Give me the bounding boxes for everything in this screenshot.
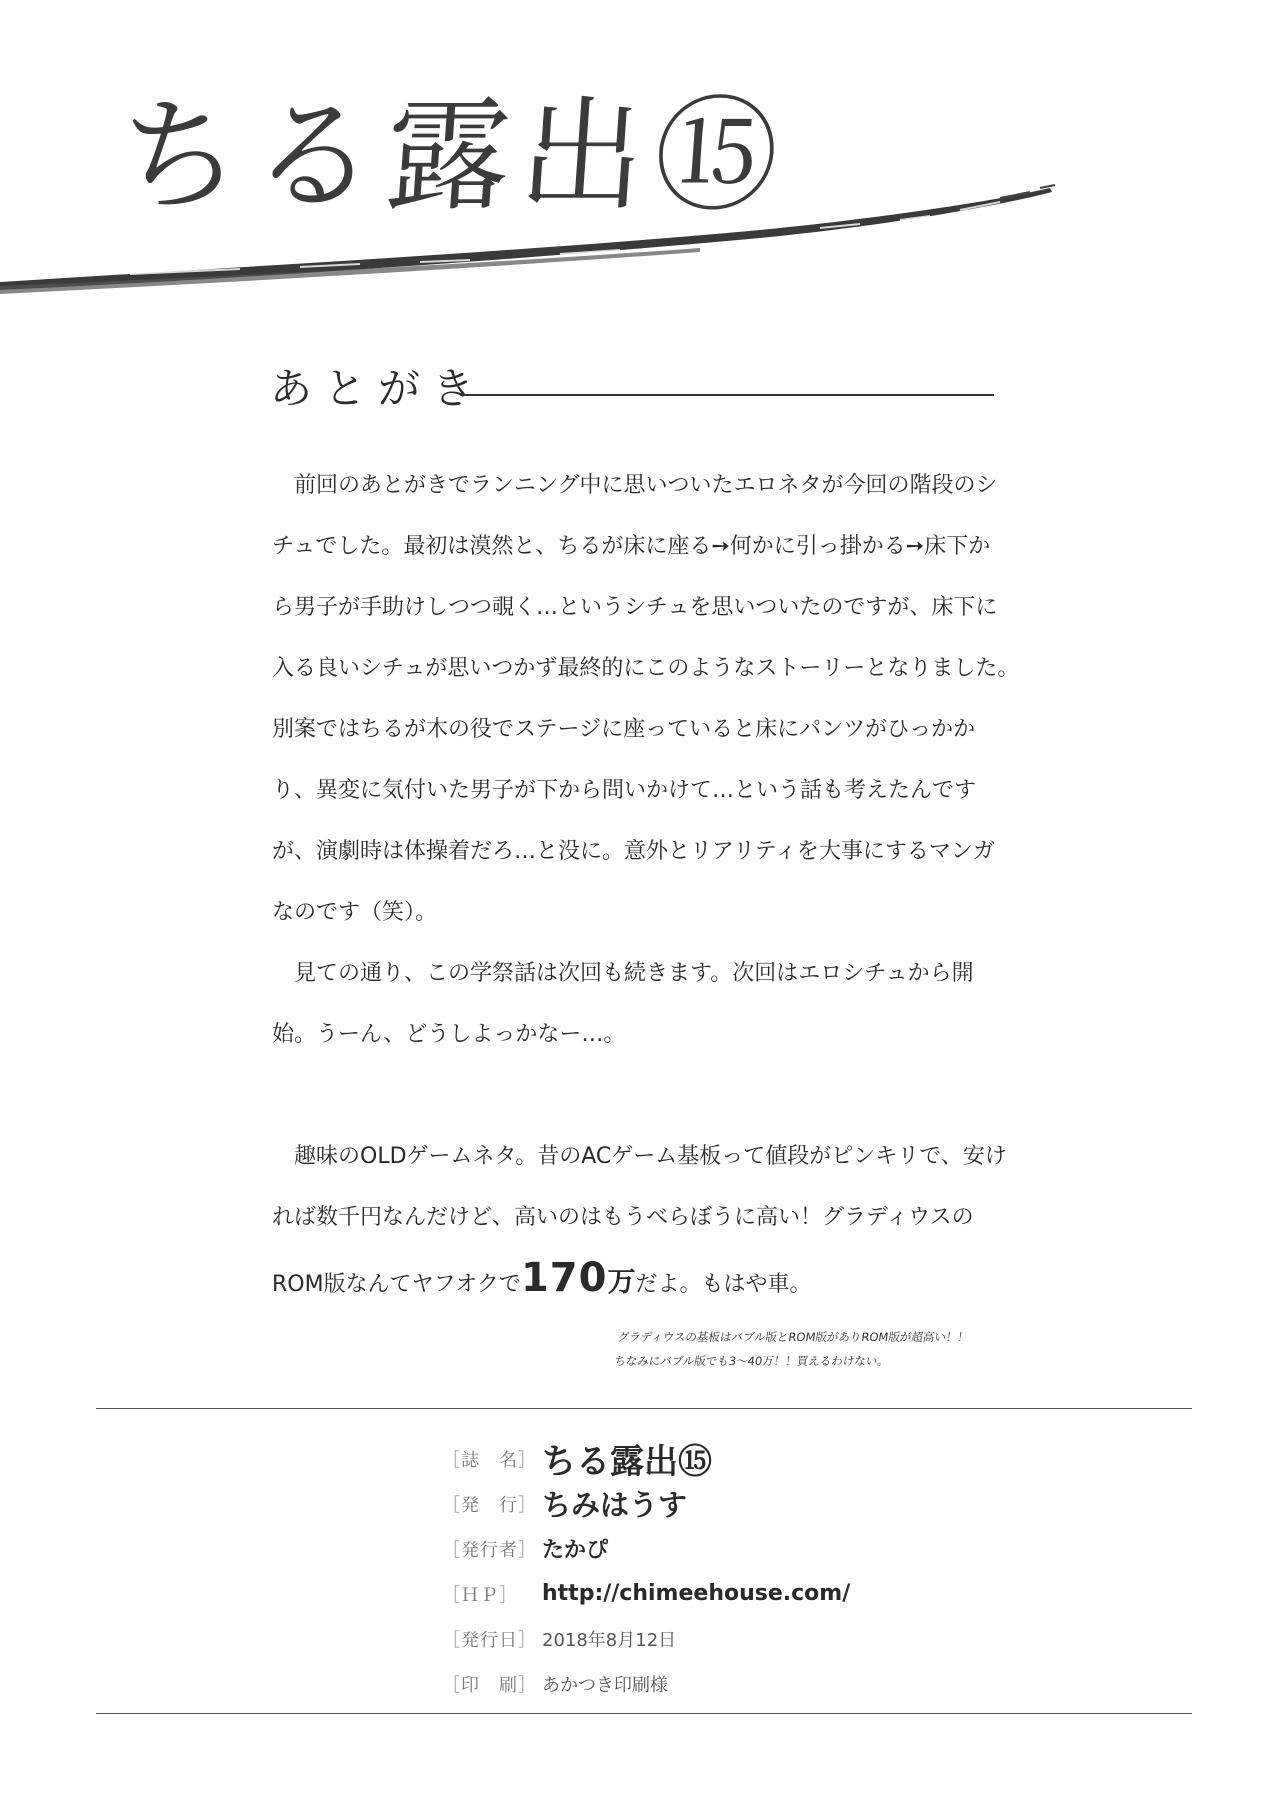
colophon-label: ［発行者］ [442, 1539, 537, 1561]
note-line-1: グラディウスの基板はバブル版とROM版がありROM版が超高い！！ [616, 1330, 970, 1344]
handwritten-note [613, 1325, 971, 1373]
homepage-link[interactable]: http://chimeehouse.com/ [542, 1581, 851, 1606]
afterword-paragraph-2: 見ての通り、この学祭話は次回も続きます。次回はエロシチュから開始。うーん、どうしよっかなー…。 [272, 961, 974, 1047]
price-unit: 万 [607, 1265, 636, 1298]
afterword-heading: あとがき [270, 364, 487, 413]
afterword-paragraph-hobby [272, 1126, 1012, 1315]
colophon-value-issuer: たかぴ [542, 1538, 609, 1563]
colophon-top-rule [96, 1408, 1192, 1409]
brush-stroke-decoration [0, 170, 1280, 300]
hobby-text: 趣味のOLDゲームネタ。昔のACゲーム基板って値段がピンキリで、安ければ数千円なんだけど、高いのはもうべらぼうに高い！グラディウスのROM版なんてヤフオクで [272, 1144, 1007, 1297]
colophon-bottom-rule [96, 1713, 1192, 1714]
colophon-label: ［発 行］ [442, 1494, 537, 1516]
colophon-row-printer [442, 1661, 850, 1706]
hobby-text-end: だよ。もはや車。 [635, 1272, 812, 1297]
afterword-body [272, 455, 1031, 1315]
note-line-2: ちなみにバブル版でも3〜40万！！買えるわけない。 [613, 1354, 890, 1368]
colophon [442, 1436, 850, 1706]
colophon-row-title [442, 1436, 850, 1481]
colophon-row-issuer [442, 1526, 850, 1571]
colophon-row-homepage [442, 1571, 850, 1616]
colophon-row-publisher [442, 1481, 850, 1526]
colophon-value-publisher: ちみはうす [542, 1488, 688, 1522]
price-number: 170 [520, 1255, 608, 1301]
afterword-paragraph-1: 前回のあとがきでランニング中に思いついたエロネタが今回の階段のシチュでした。最初は漠然と、ちるが床に座る➙何かに引っ掛かる➙床下から男子が手助けしつつ覗く…というシチュを思いついたのですが、床下に入る良いシチュが思いつかず最終的にこのようなストーリーとなりました。 別案ではちるが木の役でステージに座っていると床にパンツがひっかかり、異変に気付いた男子が下から問いかけて…という話も考えたんですが、演劇時は体操着だろ…と没に。意外とリアリティを大事にするマンガなのです（笑）。 [272, 473, 1031, 925]
colophon-label: ［発行日］ [442, 1629, 537, 1651]
colophon-label: ［ＨＰ］ [442, 1584, 518, 1606]
colophon-value-printer: あかつき印刷様 [542, 1674, 668, 1696]
colophon-value-title: ちる露出⑮ [542, 1442, 712, 1482]
heading-rule [462, 394, 994, 396]
colophon-value-date: 2018年8月12日 [542, 1629, 677, 1651]
colophon-label: ［印 刷］ [442, 1674, 537, 1696]
title-area [0, 0, 1280, 310]
colophon-row-date [442, 1616, 850, 1661]
book-title: ちる露出⑮ [112, 85, 794, 229]
colophon-label: ［誌 名］ [442, 1449, 537, 1471]
